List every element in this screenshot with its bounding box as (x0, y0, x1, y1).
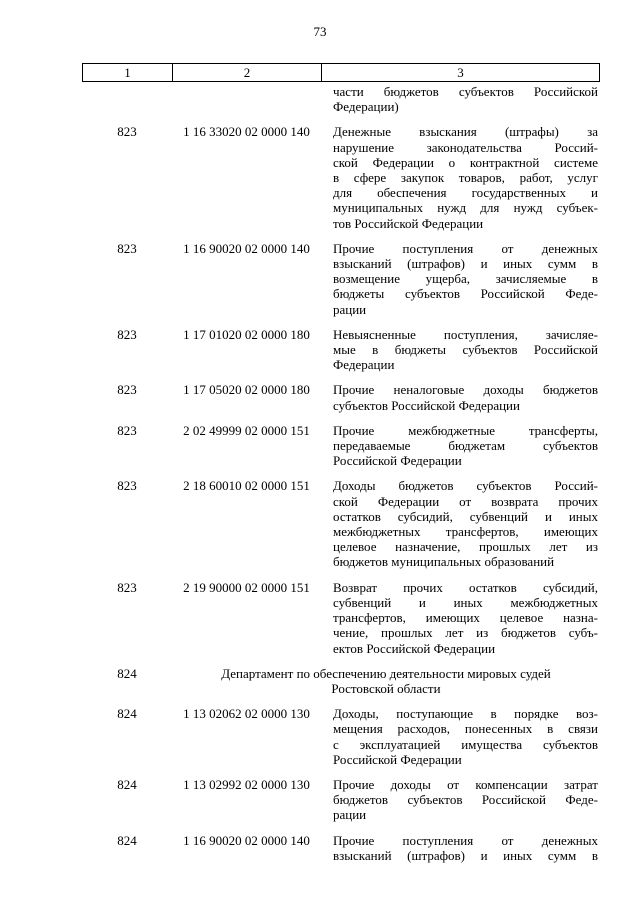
budget-code: 1 17 01020 02 0000 180 (183, 326, 310, 342)
table-header (82, 63, 600, 82)
income-description (321, 327, 600, 373)
budget-code: 1 16 90020 02 0000 140 (183, 832, 310, 848)
description-line: Денежные взыскания (штрафы) за (333, 124, 598, 140)
income-description (321, 580, 600, 656)
header-col-2: 2 (173, 64, 322, 81)
description-line: ектов Российской Федерации (333, 640, 496, 656)
budget-code: 1 13 02062 02 0000 130 (183, 706, 310, 722)
income-description (321, 423, 600, 469)
admin-code: 824 (117, 832, 137, 848)
admin-code: 823 (117, 579, 137, 595)
description-line: рации (333, 301, 367, 317)
admin-code: 824 (117, 706, 137, 722)
budget-code: 1 17 05020 02 0000 180 (183, 382, 310, 398)
table-row (82, 241, 600, 317)
income-description (321, 478, 600, 569)
description-line: Прочие поступления от денежных (333, 832, 598, 848)
department-line: Ростовской области (331, 680, 441, 696)
budget-code: 2 19 90000 02 0000 151 (183, 579, 310, 595)
description-line: для обеспечения государственных и (333, 185, 598, 201)
description-line: с эксплуатацией имущества субъектов (333, 736, 598, 752)
admin-code: 823 (117, 382, 137, 398)
admin-code: 823 (117, 422, 137, 438)
admin-code: 824 (117, 665, 137, 681)
table-row (82, 423, 600, 469)
description-line: в сфере закупок товаров, работ, услуг (333, 170, 598, 186)
description-line: Федерации) (333, 99, 399, 115)
header-col-1: 1 (83, 64, 173, 81)
description-line: бюджетов муниципальных образований (333, 554, 555, 570)
description-line: мые в бюджеты субъектов Российской (333, 342, 598, 358)
description-line: чение, прошлых лет из бюджетов субъ- (333, 625, 598, 641)
description-line: Возврат прочих остатков субсидий, (333, 579, 598, 595)
table-row (82, 327, 600, 373)
description-line: Прочие неналоговые доходы бюджетов (333, 382, 598, 398)
budget-code: 1 16 33020 02 0000 140 (183, 124, 310, 140)
admin-code: 823 (117, 326, 137, 342)
description-line: остатков субсидий, субвенций и иных (333, 508, 598, 524)
table-row (82, 478, 600, 569)
income-description (321, 777, 600, 823)
table-row (82, 124, 600, 230)
description-line: Доходы бюджетов субъектов Россий- (333, 478, 598, 494)
income-description (321, 382, 600, 412)
description-line: возмещение ущерба, зачисляемые в (333, 271, 598, 287)
income-description (321, 706, 600, 767)
description-line: части бюджетов субъектов Российской (333, 84, 598, 99)
budget-code: 1 13 02992 02 0000 130 (183, 776, 310, 792)
income-description (321, 124, 600, 230)
table-body (82, 84, 600, 863)
budget-code: 2 02 49999 02 0000 151 (183, 422, 310, 438)
income-description (321, 833, 600, 863)
table-row (82, 84, 600, 114)
description-line: Федерации (333, 357, 395, 373)
description-line: тов Российской Федерации (333, 215, 484, 231)
department-row (82, 666, 600, 696)
description-line: Доходы, поступающие в порядке воз- (333, 706, 598, 722)
description-line: бюджетов субъектов Российской Феде- (333, 792, 598, 808)
department-line: Департамент по обеспечению деятельности мировых судей (221, 665, 551, 681)
description-line: взысканий (штрафов) и иных сумм в (333, 256, 598, 272)
department-name (172, 666, 600, 696)
description-line: взысканий (штрафов) и иных сумм в (333, 847, 598, 863)
description-line: Прочие межбюджетные трансферты, (333, 422, 598, 438)
admin-code: 823 (117, 240, 137, 256)
table-row (82, 833, 600, 863)
description-line: Российской Федерации (333, 751, 462, 767)
table-row (82, 580, 600, 656)
page-number: 73 (313, 24, 327, 39)
income-description (321, 84, 600, 114)
admin-code: 823 (117, 478, 137, 494)
budget-code: 1 16 90020 02 0000 140 (183, 240, 310, 256)
header-col-3: 3 (457, 64, 464, 80)
description-line: субвенций и иных межбюджетных (333, 594, 598, 610)
description-line: ской Федерации от возврата прочих (333, 493, 598, 509)
description-line: муниципальных нужд для нужд субъек- (333, 200, 598, 216)
description-line: Невыясненные поступления, зачисляе- (333, 326, 598, 342)
description-line: передаваемые бюджетам субъектов (333, 438, 598, 454)
description-line: ской Федерации о контрактной системе (333, 154, 598, 170)
budget-code: 2 18 60010 02 0000 151 (183, 478, 310, 494)
admin-code: 824 (117, 776, 137, 792)
description-line: межбюджетных трансфертов, имеющих (333, 524, 598, 540)
admin-code (82, 84, 172, 114)
admin-code: 823 (117, 124, 137, 140)
table-row (82, 777, 600, 823)
description-line: бюджеты субъектов Российской Феде- (333, 286, 598, 302)
description-line: рации (333, 807, 367, 823)
table-row (82, 706, 600, 767)
description-line: субъектов Российской Федерации (333, 397, 520, 413)
budget-code (172, 84, 321, 114)
description-line: Прочие поступления от денежных (333, 240, 598, 256)
income-description (321, 241, 600, 317)
description-line: Российской Федерации (333, 453, 462, 469)
description-line: Прочие доходы от компенсации затрат (333, 776, 598, 792)
description-line: мещения расходов, понесенных в связи (333, 721, 598, 737)
description-line: трансфертов, имеющих целевое назна- (333, 610, 598, 626)
table-row (82, 382, 600, 412)
description-line: целевое назначение, прошлых лет из (333, 539, 598, 555)
description-line: нарушение законодательства Россий- (333, 139, 598, 155)
